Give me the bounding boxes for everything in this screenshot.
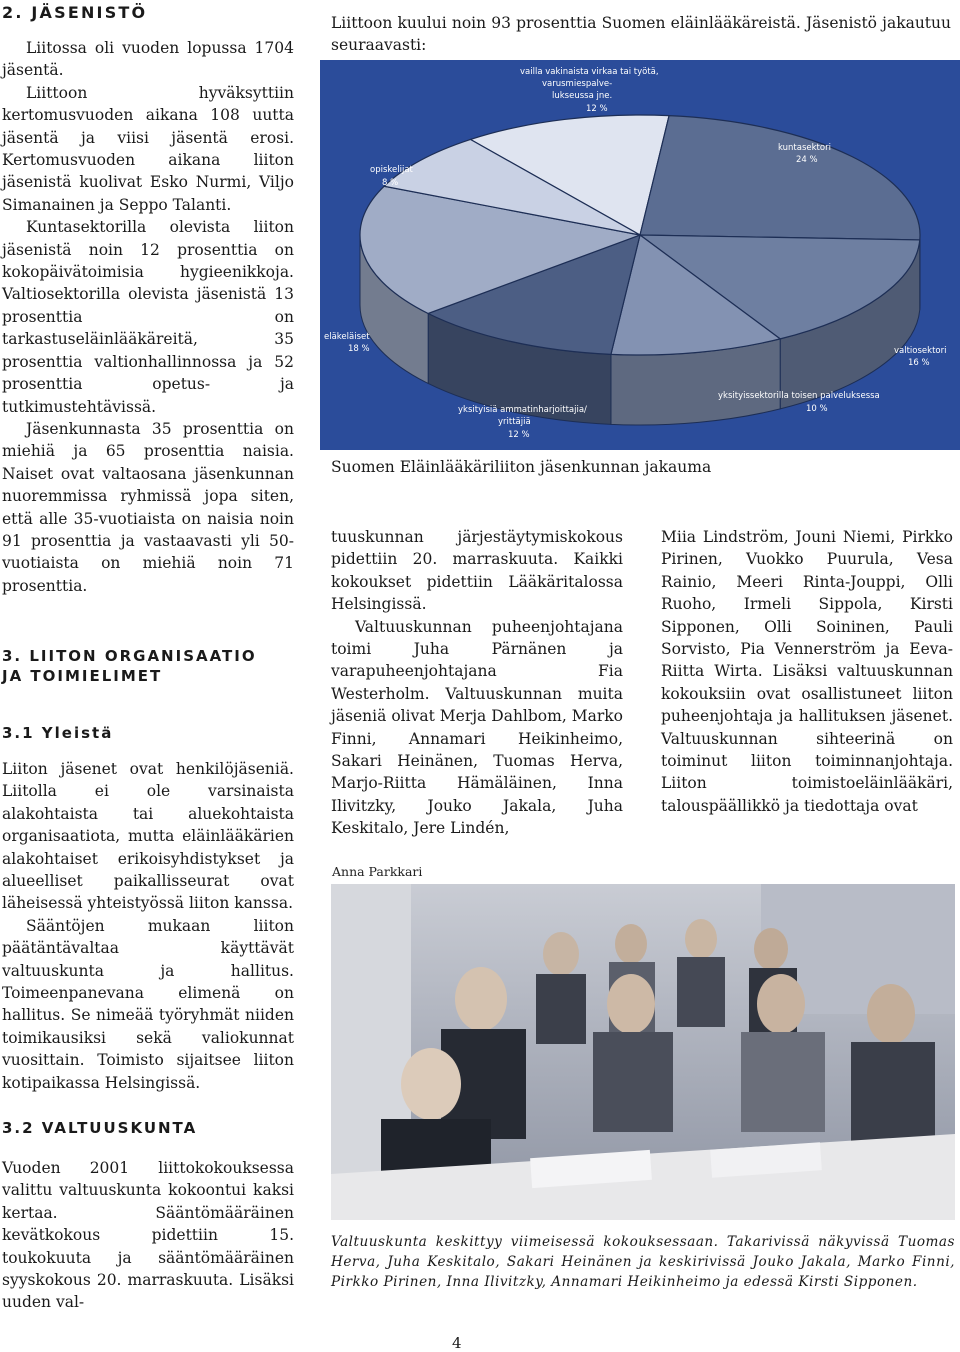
section-heading-jasenisto: 2. JÄSENISTÖ xyxy=(2,3,302,23)
middle-column xyxy=(331,526,623,840)
label-entrepreneurs-pct: 12 % xyxy=(508,430,530,440)
paragraph-member-count: Liitossa oli vuoden lopussa 1704 jäsentä. xyxy=(2,37,294,82)
subsection-heading-yleista: 3.1 Yleistä xyxy=(2,723,113,743)
paragraph-new-members: Liittoon hyväksyttiin kertomusvuoden aikana 108 uutta jäsentä ja viisi jäsentä erosi. Kertomusvuoden aikana liiton jäsenistä kuolivat Esko Nurmi, Viljo Simanainen ja Seppo Talanti. xyxy=(2,82,294,216)
meeting-photo xyxy=(331,884,955,1220)
label-state-pct: 16 % xyxy=(908,358,930,368)
paragraph-membership: Liiton jäsenet ovat henkilöjäseniä. Liitolla ei ole varsinaista alakohtaista tai aluekohtaista organisaatiota, mutta eläinlääkärien alakohtaiset erikoisyhdistykset ja alueelliset paikallisseurat ovat läheisessä yhteistyössä liiton kanssa. xyxy=(2,758,294,915)
subsection-heading-valtuuskunta: 3.2 VALTUUSKUNTA xyxy=(2,1118,302,1138)
paragraph-sectors: Kuntasektorilla olevista liiton jäsenistä noin 12 prosenttia on kokopäivätoimisia hygieenikkoja. Valtiosektorilla olevista jäsenistä 13 prosenttia on tarkastuseläinlääkäreitä, 35 prosenttia valtionhallinnossa ja 52 prosenttia opetus- ja tutkimustehtävissä. xyxy=(2,216,294,418)
label-unemployed-line1: vailla vakinaista virkaa tai työtä, xyxy=(520,67,659,77)
label-students: opiskelijat xyxy=(370,165,414,175)
label-municipal: kuntasektori xyxy=(778,143,831,153)
photo-caption: Valtuuskunta keskittyy viimeisessä kokouksessaan. Takarivissä näkyvissä Tuomas Herva, Juha Keskitalo, Sakari Heinänen ja keskirivissä Jouko Jakala, Marko Finni, Pirkko Pirinen, Inna Ilivitzky, Annamari Heikinheimo ja edessä Kirsti Sipponen. xyxy=(331,1233,955,1292)
label-entrepreneurs-line2: yrittäjiä xyxy=(498,417,531,427)
section-heading-organisation xyxy=(2,646,302,686)
label-state: valtiosektori xyxy=(894,346,946,356)
section-heading-organisation-line2: JA TOIMIELIMET xyxy=(2,666,302,686)
label-students-pct: 8 % xyxy=(382,178,398,188)
label-retired-pct: 18 % xyxy=(348,344,370,354)
pie-slices xyxy=(360,115,920,425)
paragraph-gender: Jäsenkunnasta 35 prosenttia on miehiä ja 65 prosenttia naisia. Naiset ovat valtaosana jäsenkunnan nuoremmissa ryhmissä jopa siten, että alle 35-vuotiaista on naisia noin 91 prosenttia ja vastaavasti yli 50-vuotiaista on miehiä noin 71 prosenttia. xyxy=(2,418,294,597)
photo-credit: Anna Parkkari xyxy=(332,864,422,879)
paragraph-council-org-meeting: tuuskunnan järjestäytymiskokous pidettiin 20. marraskuuta. Kaikki kokoukset pidettiin Lääkäritalossa Helsingissä. xyxy=(331,526,623,616)
page-number: 4 xyxy=(452,1334,462,1352)
intro-text: Liittoon kuului noin 93 prosenttia Suomen eläinlääkäreistä. Jäsenistö jakautuu seuraavasti: xyxy=(331,12,951,57)
label-municipal-pct: 24 % xyxy=(796,155,818,165)
right-column xyxy=(661,526,953,817)
label-entrepreneurs-line1: yksityisiä ammatinharjoittajia/ xyxy=(458,405,587,415)
chart-caption: Suomen Eläinlääkäriliiton jäsenkunnan jakauma xyxy=(331,456,951,478)
paragraph-council-meetings: Vuoden 2001 liittokokouksessa valittu valtuuskunta kokoontui kaksi kertaa. Sääntömääräinen kevätkokous pidettiin 15. toukokuuta ja sääntömääräinen syyskokous 20. marraskuuta. Lisäksi uuden val- xyxy=(2,1157,294,1314)
label-retired: eläkeläiset xyxy=(324,332,370,342)
pie-chart xyxy=(320,60,960,450)
label-unemployed-line2: varusmiespalve- xyxy=(542,79,612,89)
label-unemployed-line3: lukseussa jne. xyxy=(552,91,612,101)
section-heading-organisation-line1: 3. LIITON ORGANISAATIO xyxy=(2,646,302,666)
label-private-employed: yksityissektorilla toisen palveluksessa xyxy=(718,391,880,401)
paragraph-council-members: Valtuuskunnan puheenjohtajana toimi Juha Pärnänen ja varapuheenjohtajana Fia Westerholm. Valtuuskunnan muita jäseniä olivat Merja Dahlbom, Marko Finni, Annamari Heikinheimo, Sakari Heinänen, Tuomas Herva, Marjo-Riitta Hämäläinen, Inna Ilivitzky, Jouko Jakala, Juha Keskitalo, Jere Lindén, xyxy=(331,616,623,840)
paragraph-council-members-cont: Miia Lindström, Jouni Niemi, Pirkko Pirinen, Vuokko Puurula, Vesa Rainio, Meeri Rinta-Jouppi, Olli Ruoho, Irmeli Sippola, Kirsti Sipponen, Olli Soininen, Pauli Sorvisto, Pia Vennerström ja Eeva-Riitta Wirta. Lisäksi valtuuskunnan kokouksiin ovat osallistuneet liiton puheenjohtaja ja hallituksen jäsenet. Valtuuskunnan sihteerinä on toiminut liiton toiminnanjohtaja. Liiton toimistoeläinlääkäri, talouspäällikkö ja tiedottaja ovat xyxy=(661,526,953,817)
label-private-employed-pct: 10 % xyxy=(806,404,828,414)
label-unemployed-pct: 12 % xyxy=(586,104,608,114)
paragraph-rules: Sääntöjen mukaan liiton päätäntävaltaa käyttävät valtuuskunta ja hallitus. Toimeenpanevana elimenä on hallitus. Se nimeää työryhmät niiden toimikausiksi sekä valiokunnat vuosittain. Toimisto sijaitsee liiton kotipaikassa Helsingissä. xyxy=(2,915,294,1094)
